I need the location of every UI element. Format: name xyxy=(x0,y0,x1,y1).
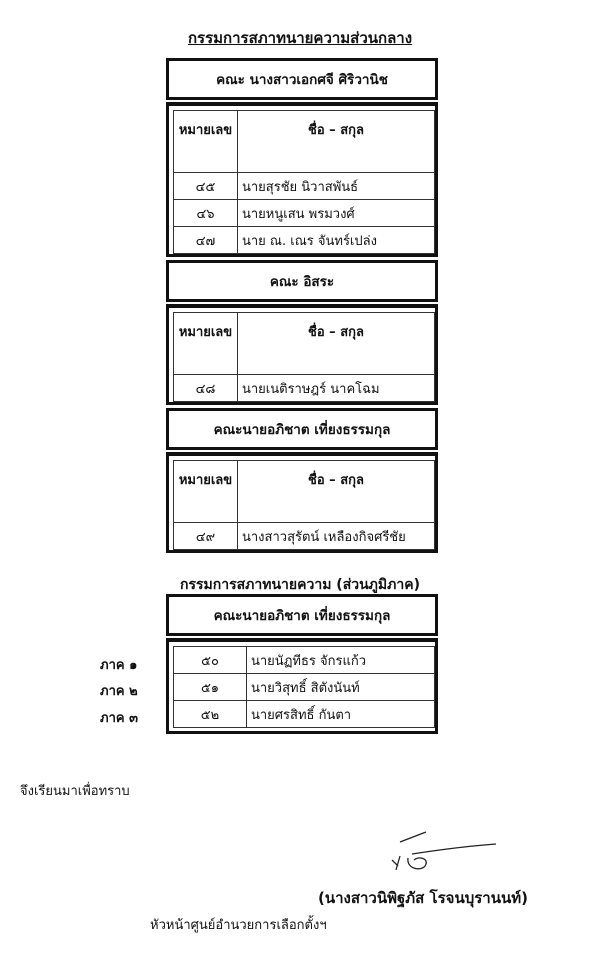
region-label: ภาค ๒ xyxy=(100,684,138,699)
column-header-number: หมายเลข xyxy=(174,461,238,523)
table-row xyxy=(174,227,435,254)
signature-icon xyxy=(378,830,498,880)
member-number: ๕๒ xyxy=(174,701,247,728)
table-row xyxy=(174,647,435,674)
member-name: นางสาวสุรัตน์ เหลืองกิจศรีชัย xyxy=(238,523,435,550)
column-header-name: ชื่อ – สกุล xyxy=(238,313,435,375)
member-name: นายศรสิทธิ์ กันตา xyxy=(247,701,435,728)
member-number: ๔๙ xyxy=(174,523,238,550)
regional-table-wrapper xyxy=(166,638,438,734)
member-name: นายหนูเสน พรมวงศ์ xyxy=(238,200,435,227)
table-row xyxy=(174,173,435,200)
signer-position: หัวหน้าศูนย์อำนวยการเลือกตั้งฯ xyxy=(150,918,327,933)
table-row xyxy=(174,701,435,728)
member-number: ๕๐ xyxy=(174,647,247,674)
regional-group-header: คณะนายอภิชาต เที่ยงธรรมกุล xyxy=(166,594,438,636)
document-title: กรรมการสภาทนายความส่วนกลาง xyxy=(187,29,413,47)
group-table-wrapper xyxy=(166,452,438,553)
member-number: ๔๕ xyxy=(174,173,238,200)
table-row xyxy=(174,523,435,550)
group-header: คณะนายอภิชาต เที่ยงธรรมกุล xyxy=(166,408,438,450)
member-name: นายวิสุทธิ์ สิตังนันท์ xyxy=(247,674,435,701)
column-header-name: ชื่อ – สกุล xyxy=(238,111,435,173)
members-table xyxy=(173,312,435,402)
members-table xyxy=(173,460,435,550)
closing-text: จึงเรียนมาเพื่อทราบ xyxy=(20,784,130,799)
table-header-row xyxy=(174,461,435,523)
table-row xyxy=(174,375,435,402)
group-table-wrapper xyxy=(166,102,438,257)
table-header-row xyxy=(174,313,435,375)
regional-block xyxy=(166,594,438,734)
member-name: นายเนติราษฎร์ นาคโฉม xyxy=(238,375,435,402)
member-number: ๔๗ xyxy=(174,227,238,254)
group-table-wrapper xyxy=(166,304,438,405)
member-name: นายนัฏทีธร จักรแก้ว xyxy=(247,647,435,674)
table-row xyxy=(174,674,435,701)
table-header-row xyxy=(174,111,435,173)
member-number: ๔๘ xyxy=(174,375,238,402)
regional-table xyxy=(173,646,435,728)
regional-section-title: กรรมการสภาทนายความ (ส่วนภูมิภาค) xyxy=(180,577,420,593)
members-table xyxy=(173,110,435,254)
group-header: คณะ นางสาวเอกศจี ศิริวานิช xyxy=(166,58,438,100)
member-name: นาย ณ. เณร จันทร์เปล่ง xyxy=(238,227,435,254)
signer-name: (นางสาวนิพิฐภัส โรจนบุรานนท์) xyxy=(318,889,528,907)
member-name: นายสุรชัย นิวาสพันธ์ xyxy=(238,173,435,200)
member-number: ๔๖ xyxy=(174,200,238,227)
table-row xyxy=(174,200,435,227)
group-header: คณะ อิสระ xyxy=(166,260,438,302)
column-header-number: หมายเลข xyxy=(174,111,238,173)
group-block-3 xyxy=(166,408,438,553)
member-number: ๕๑ xyxy=(174,674,247,701)
group-block-2 xyxy=(166,260,438,405)
column-header-name: ชื่อ – สกุล xyxy=(238,461,435,523)
region-label: ภาค ๓ xyxy=(100,711,138,726)
column-header-number: หมายเลข xyxy=(174,313,238,375)
group-block-1 xyxy=(166,58,438,257)
region-label: ภาค ๑ xyxy=(100,658,138,673)
